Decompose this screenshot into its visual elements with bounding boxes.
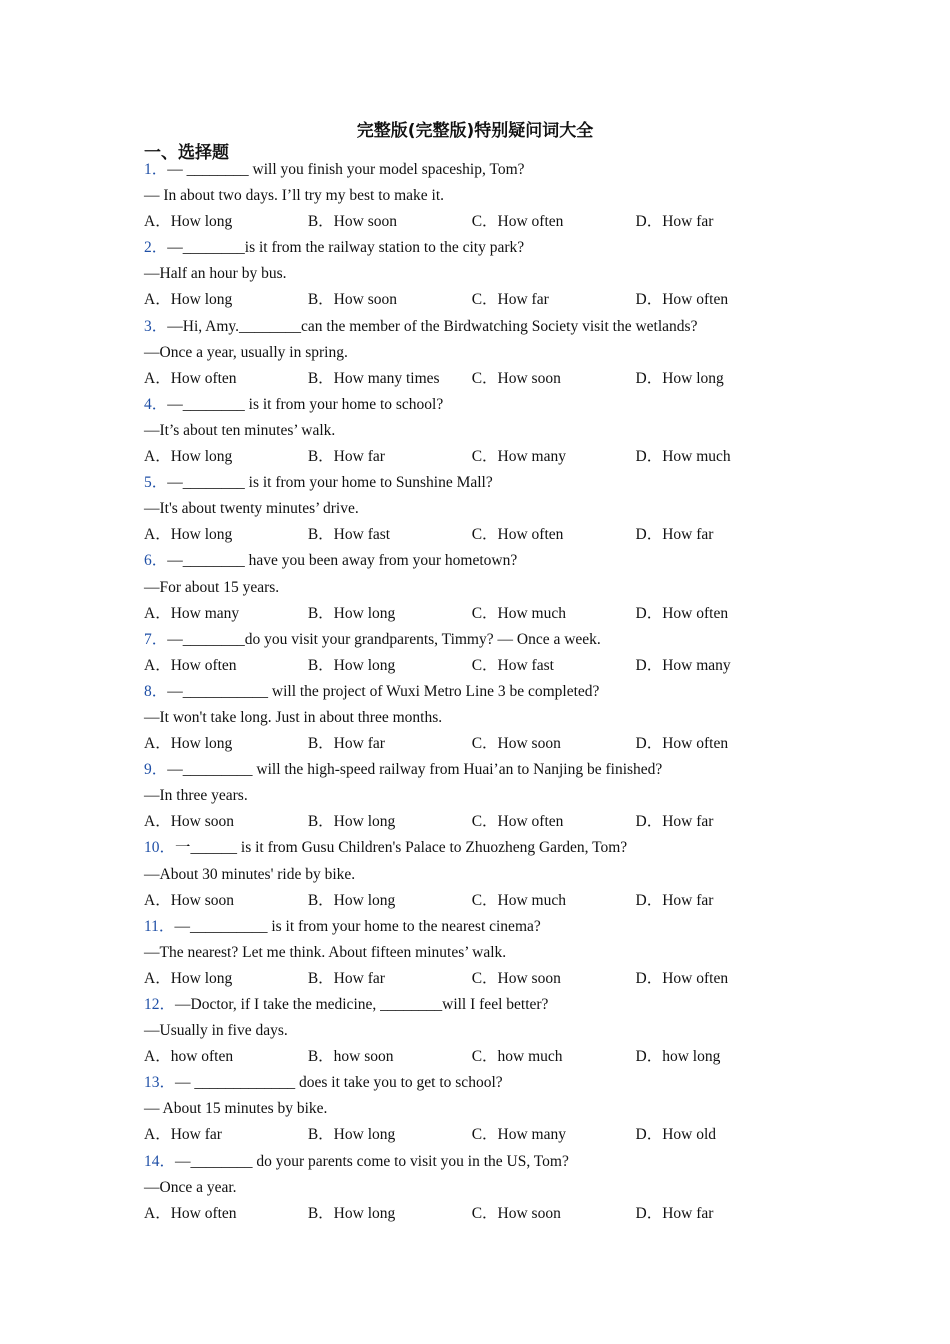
- question-text: —Doctor, if I take the medicine, ________will I feel better?: [175, 996, 549, 1013]
- question-stem: [144, 1070, 784, 1096]
- option-c[interactable]: C．How many: [471, 448, 566, 466]
- question-text: —________ do your parents come to visit you in the US, Tom?: [175, 1152, 569, 1170]
- question-reply: —Usually in five days.: [144, 1022, 288, 1040]
- option-a[interactable]: A．How often: [144, 656, 237, 674]
- question-8: [144, 679, 784, 757]
- option-a[interactable]: A．How soon: [144, 813, 234, 831]
- question-reply: —Half an hour by bus.: [144, 265, 287, 283]
- option-a[interactable]: A．How far: [144, 1126, 222, 1144]
- option-b[interactable]: B．How long: [307, 656, 396, 674]
- question-text: —________ have you been away from your hometown?: [167, 552, 518, 570]
- option-d[interactable]: D．How far: [635, 813, 714, 831]
- option-row: [144, 888, 784, 914]
- question-text: — _____________ does it take you to get to school?: [175, 1074, 503, 1092]
- option-d[interactable]: D．How often: [635, 291, 729, 309]
- option-c[interactable]: C．How much: [471, 604, 566, 622]
- option-row: [144, 966, 784, 992]
- option-row: [144, 653, 784, 679]
- question-text: —__________ is it from your home to the nearest cinema?: [174, 917, 541, 935]
- question-4: [144, 392, 784, 470]
- question-2: [144, 235, 784, 313]
- question-text: —___________ will the project of Wuxi Metro Line 3 be completed?: [167, 682, 600, 700]
- question-stem: [144, 914, 784, 940]
- option-row: [144, 1201, 784, 1227]
- question-14: [144, 1149, 784, 1227]
- question-13: [144, 1070, 784, 1148]
- question-reply: —Once a year.: [144, 1178, 237, 1196]
- question-number: 14．: [144, 1152, 176, 1170]
- option-d[interactable]: D．How old: [635, 1126, 717, 1144]
- option-c[interactable]: C．How soon: [471, 1204, 561, 1222]
- option-d[interactable]: D．How far: [635, 213, 714, 231]
- question-reply: —About 30 minutes' ride by bike.: [144, 865, 356, 883]
- option-a[interactable]: A．How long: [144, 526, 233, 544]
- question-reply: —It’s about ten minutes’ walk.: [144, 421, 336, 439]
- option-d[interactable]: D．how long: [635, 1048, 721, 1066]
- option-row: [144, 366, 784, 392]
- option-d[interactable]: D．How long: [635, 369, 724, 387]
- option-b[interactable]: B．How long: [307, 813, 396, 831]
- question-number: 2．: [144, 239, 168, 257]
- option-c[interactable]: C．how much: [471, 1048, 563, 1066]
- question-stem: [144, 548, 784, 574]
- option-b[interactable]: B．how soon: [307, 1048, 394, 1066]
- question-number: 6．: [144, 552, 168, 570]
- option-b[interactable]: B．How far: [307, 735, 385, 753]
- option-c[interactable]: C．How fast: [471, 656, 554, 674]
- option-row: [144, 522, 784, 548]
- option-a[interactable]: A．How soon: [144, 891, 234, 909]
- question-reply: —Once a year, usually in spring.: [144, 343, 348, 361]
- page-title: 完整版(完整版)特别疑问词大全: [356, 121, 594, 141]
- question-text: —_________ will the high-speed railway from Huai’an to Nanjing be finished?: [167, 761, 663, 779]
- option-row: [144, 1122, 784, 1148]
- option-a[interactable]: A．How often: [144, 369, 237, 387]
- question-stem: [144, 1149, 784, 1175]
- question-number: 13．: [144, 1074, 176, 1092]
- option-b[interactable]: B．How soon: [307, 291, 397, 309]
- option-c[interactable]: C．How far: [471, 291, 549, 309]
- option-c[interactable]: C．How soon: [471, 969, 561, 987]
- question-reply: —The nearest? Let me think. About fifteen minutes’ walk.: [144, 943, 507, 961]
- question-stem: [144, 470, 784, 496]
- question-list: [144, 157, 784, 1227]
- option-c[interactable]: C．How often: [471, 813, 564, 831]
- question-stem: [144, 757, 784, 783]
- question-stem: [144, 627, 784, 653]
- question-5: [144, 470, 784, 548]
- question-reply: —It's about twenty minutes’ drive.: [144, 500, 359, 518]
- question-reply: —In three years.: [144, 787, 248, 805]
- question-text: —Hi, Amy.________can the member of the Birdwatching Society visit the wetlands?: [167, 317, 698, 335]
- question-number: 9．: [144, 761, 168, 779]
- option-a[interactable]: A．How often: [144, 1204, 237, 1222]
- question-text: —________is it from the railway station to the city park?: [167, 239, 525, 257]
- question-stem: [144, 679, 784, 705]
- option-d[interactable]: D．How far: [635, 1204, 714, 1222]
- question-number: 8．: [144, 682, 168, 700]
- option-a[interactable]: A．How long: [144, 448, 233, 466]
- question-3: [144, 314, 784, 392]
- question-11: [144, 914, 784, 992]
- question-number: 1．: [144, 161, 168, 178]
- option-a[interactable]: A．how often: [144, 1048, 234, 1066]
- option-b[interactable]: B．How long: [307, 1204, 396, 1222]
- question-number: 10．: [144, 839, 176, 857]
- question-number: 7．: [144, 630, 168, 648]
- option-d[interactable]: D．How much: [635, 448, 731, 466]
- question-number: 11．: [144, 917, 175, 935]
- question-reply: —It won't take long. Just in about three months.: [144, 708, 443, 726]
- option-c[interactable]: C．How often: [471, 526, 564, 544]
- question-text: —________do you visit your grandparents, Timmy? — Once a week.: [167, 630, 601, 648]
- question-1: [144, 157, 784, 235]
- question-10: [144, 835, 784, 913]
- question-text: —________ is it from your home to school?: [167, 395, 444, 413]
- option-b[interactable]: B．How soon: [307, 213, 397, 231]
- section-heading: 一、选择题: [144, 143, 229, 163]
- question-stem: [144, 314, 784, 340]
- question-text: 一______ is it from Gusu Children's Palace to Zhuozheng Garden, Tom?: [175, 839, 628, 857]
- option-a[interactable]: A．How long: [144, 213, 233, 231]
- option-c[interactable]: C．How often: [471, 213, 564, 231]
- question-text: — ________ will you finish your model spaceship, Tom?: [167, 161, 525, 178]
- question-number: 5．: [144, 474, 168, 492]
- option-c[interactable]: C．How soon: [471, 735, 561, 753]
- option-b[interactable]: B．How far: [307, 969, 385, 987]
- option-a[interactable]: A．How many: [144, 604, 240, 622]
- question-stem: [144, 835, 784, 861]
- option-a[interactable]: A．How long: [144, 291, 233, 309]
- question-number: 3．: [144, 317, 168, 335]
- option-b[interactable]: B．How fast: [307, 526, 391, 544]
- question-6: [144, 548, 784, 626]
- option-d[interactable]: D．How far: [635, 891, 714, 909]
- option-d[interactable]: D．How often: [635, 969, 729, 987]
- option-row: [144, 601, 784, 627]
- question-stem: [144, 235, 784, 261]
- question-reply: —For about 15 years.: [144, 578, 280, 596]
- option-row: [144, 444, 784, 470]
- question-number: 4．: [144, 395, 168, 413]
- option-a[interactable]: A．How long: [144, 969, 233, 987]
- option-row: [144, 731, 784, 757]
- question-number: 12．: [144, 996, 176, 1013]
- question-7: [144, 627, 784, 679]
- question-reply: — In about two days. I’ll try my best to make it.: [144, 187, 445, 205]
- question-stem: [144, 992, 784, 1018]
- option-d[interactable]: D．How often: [635, 735, 729, 753]
- option-c[interactable]: C．How much: [471, 891, 566, 909]
- option-row: [144, 209, 784, 235]
- option-c[interactable]: C．How soon: [471, 369, 561, 387]
- option-row: [144, 1044, 784, 1070]
- option-b[interactable]: B．How long: [307, 604, 396, 622]
- question-stem: [144, 392, 784, 418]
- question-reply: — About 15 minutes by bike.: [144, 1100, 328, 1118]
- option-row: [144, 287, 784, 313]
- option-b[interactable]: B．How far: [307, 448, 385, 466]
- question-12: [144, 992, 784, 1070]
- option-b[interactable]: B．How long: [307, 891, 396, 909]
- option-d[interactable]: D．How many: [635, 656, 731, 674]
- option-row: [144, 809, 784, 835]
- question-9: [144, 757, 784, 835]
- option-a[interactable]: A．How long: [144, 735, 233, 753]
- option-d[interactable]: D．How far: [635, 526, 714, 544]
- question-stem: [144, 157, 784, 183]
- option-b[interactable]: B．How long: [307, 1126, 396, 1144]
- option-d[interactable]: D．How often: [635, 604, 729, 622]
- option-b[interactable]: B．How many times: [307, 369, 440, 387]
- option-c[interactable]: C．How many: [471, 1126, 566, 1144]
- question-text: —________ is it from your home to Sunshine Mall?: [167, 474, 493, 492]
